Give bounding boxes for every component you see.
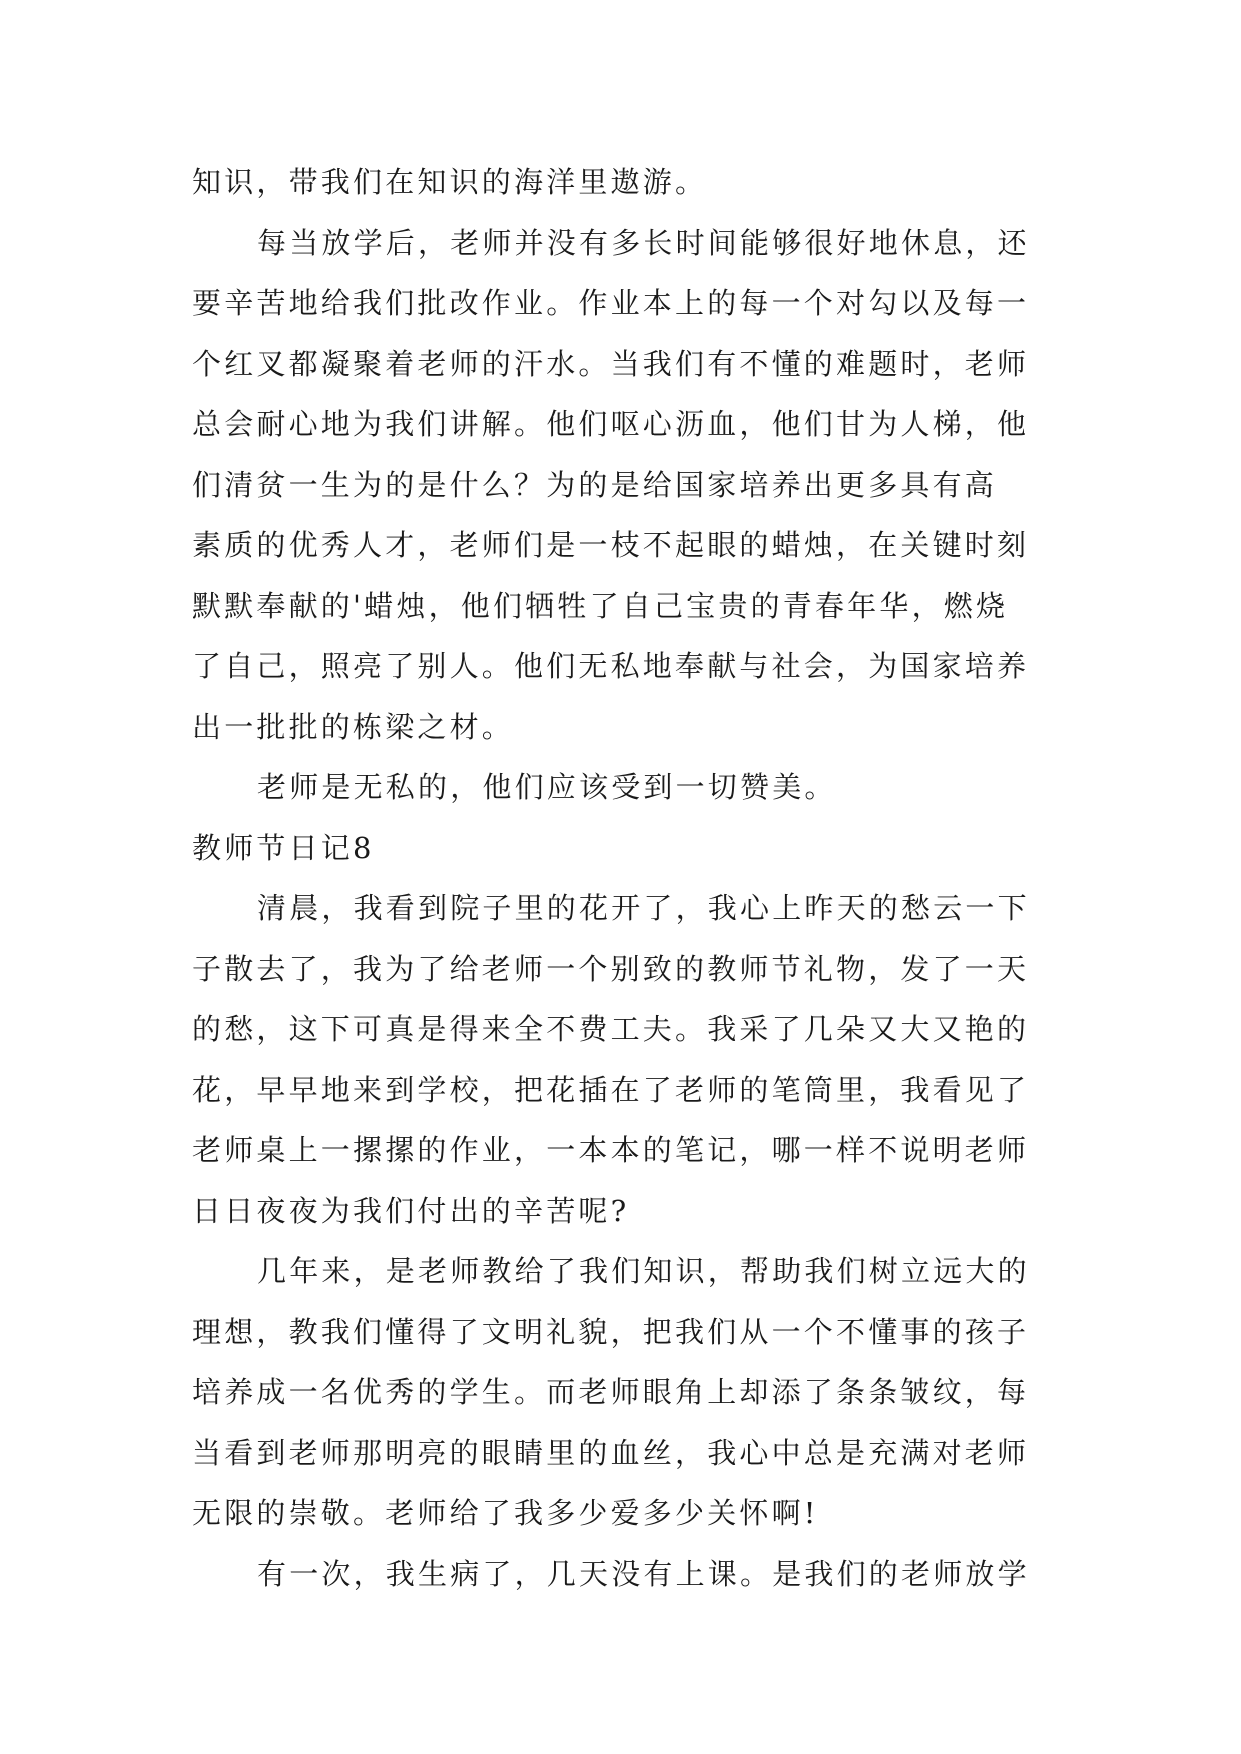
text-line: 的愁，这下可真是得来全不费工夫。我采了几朵又大又艳的 [192,1012,1030,1046]
text-line: 子散去了，我为了给老师一个别致的教师节礼物，发了一天 [192,951,1030,986]
text-line: 知识，带我们在知识的海洋里遨游。 [192,165,708,199]
text-line: 培养成一名优秀的学生。而老师眼角上却添了条条皱纹，每 [192,1375,1030,1409]
text-line: 日日夜夜为我们付出的辛苦呢? [192,1193,630,1228]
text-line: 们清贫一生为的是什么？为的是给国家培养出更多具有高 [192,467,998,502]
paragraph-start-line: 每当放学后，老师并没有多长时间能够很好地休息，还 [257,225,1030,260]
text-line: 无限的崇敬。老师给了我多少爱多少关怀啊! [192,1496,819,1530]
section-heading: 教师节日记8 [192,830,375,865]
text-line: 素质的优秀人才，老师们是一枝不起眼的蜡烛，在关键时刻 [192,528,1030,562]
paragraph-start-line: 几年来，是老师教给了我们知识，帮助我们树立远大的 [257,1254,1030,1288]
document-page [192,152,1050,1604]
text-line: 当看到老师那明亮的眼睛里的血丝，我心中总是充满对老师 [192,1435,1030,1470]
paragraph-start-line: 清晨，我看到院子里的花开了，我心上昨天的愁云一下 [257,891,1030,925]
text-line: 理想，教我们懂得了文明礼貌，把我们从一个不懂事的孩子 [192,1314,1030,1349]
text-line: 要辛苦地给我们批改作业。作业本上的每一个对勾以及每一 [192,286,1030,320]
text-line: 出一批批的栋梁之材。 [192,709,515,744]
text-line: 老师桌上一摞摞的作业，一本本的笔记，哪一样不说明老师 [192,1133,1030,1167]
text-line: 了自己，照亮了别人。他们无私地奉献与社会，为国家培养 [192,649,1030,683]
paragraph-start-line: 有一次，我生病了，几天没有上课。是我们的老师放学 [257,1556,1030,1591]
paragraph-start-line: 老师是无私的，他们应该受到一切赞美。 [257,770,837,804]
text-line: 个红叉都凝聚着老师的汗水。当我们有不懂的难题时，老师 [192,346,1030,381]
text-line: 花，早早地来到学校，把花插在了老师的笔筒里，我看见了 [192,1072,1030,1107]
text-line: 总会耐心地为我们讲解。他们呕心沥血，他们甘为人梯，他 [192,407,1030,441]
text-line: 默默奉献的'蜡烛，他们牺牲了自己宝贵的青春年华，燃烧 [192,588,1009,623]
